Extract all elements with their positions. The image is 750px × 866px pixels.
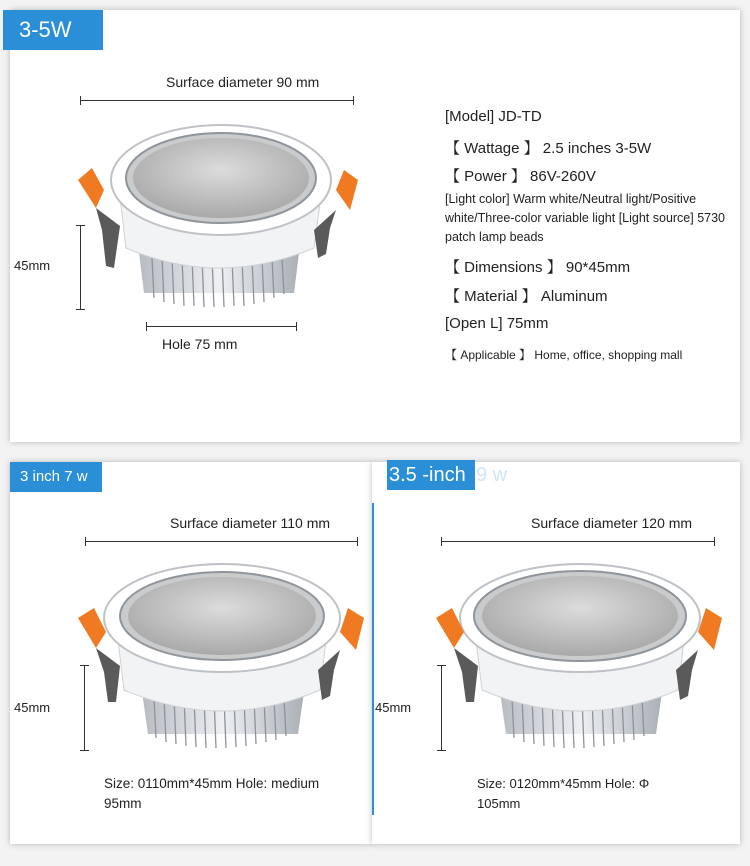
surface-diameter-label: Surface diameter 90 mm	[166, 74, 320, 90]
surface-diameter-line-110	[85, 541, 358, 542]
downlight-image-medium	[76, 562, 368, 752]
panel-divider	[372, 503, 374, 815]
hole-line	[146, 326, 297, 327]
wattage-tag-9w-suffix: 9 w	[476, 464, 508, 486]
surface-diameter-line	[80, 100, 354, 101]
height-label-120: 45mm	[375, 700, 412, 715]
spec-light-color: [Light color] Warm white/Neutral light/Positive white/Three-color variable light [Light source] 5730 patch lamp beads	[445, 192, 726, 244]
spec-open-hole: [Open L] 75mm	[445, 315, 549, 332]
downlight-image-large	[434, 562, 726, 752]
spec-power: 【 Power 】 86V-260V	[445, 168, 596, 185]
size-note-110: Size: 0110mm*45mm Hole: medium 95mm	[104, 776, 320, 811]
spec-dimensions: 【 Dimensions 】 90*45mm	[445, 259, 631, 276]
wattage-tag-3-5-inch: 3.5 -inch	[387, 460, 475, 490]
downlight-image-small	[74, 118, 364, 308]
spec-model: [Model] JD-TD	[445, 108, 542, 125]
wattage-tag-3-5w: 3-5W	[3, 10, 103, 50]
height-label-110: 45mm	[14, 700, 51, 715]
hole-label: Hole 75 mm	[162, 336, 238, 352]
spec-wattage: 【 Wattage 】 2.5 inches 3-5W	[445, 140, 652, 157]
wattage-tag-7w: 3 inch 7 w	[10, 462, 102, 492]
spec-material: 【 Material 】 Aluminum	[445, 288, 608, 305]
surface-diameter-label-120: Surface diameter 120 mm	[531, 515, 693, 531]
spec-applicable: 【 Applicable 】 Home, office, shopping mall	[445, 348, 683, 362]
surface-diameter-label-110: Surface diameter 110 mm	[170, 515, 331, 531]
size-note-120: Size: 0120mm*45mm Hole: Φ 105mm	[477, 776, 650, 811]
height-label: 45mm	[14, 258, 51, 273]
surface-diameter-line-120	[441, 541, 715, 542]
